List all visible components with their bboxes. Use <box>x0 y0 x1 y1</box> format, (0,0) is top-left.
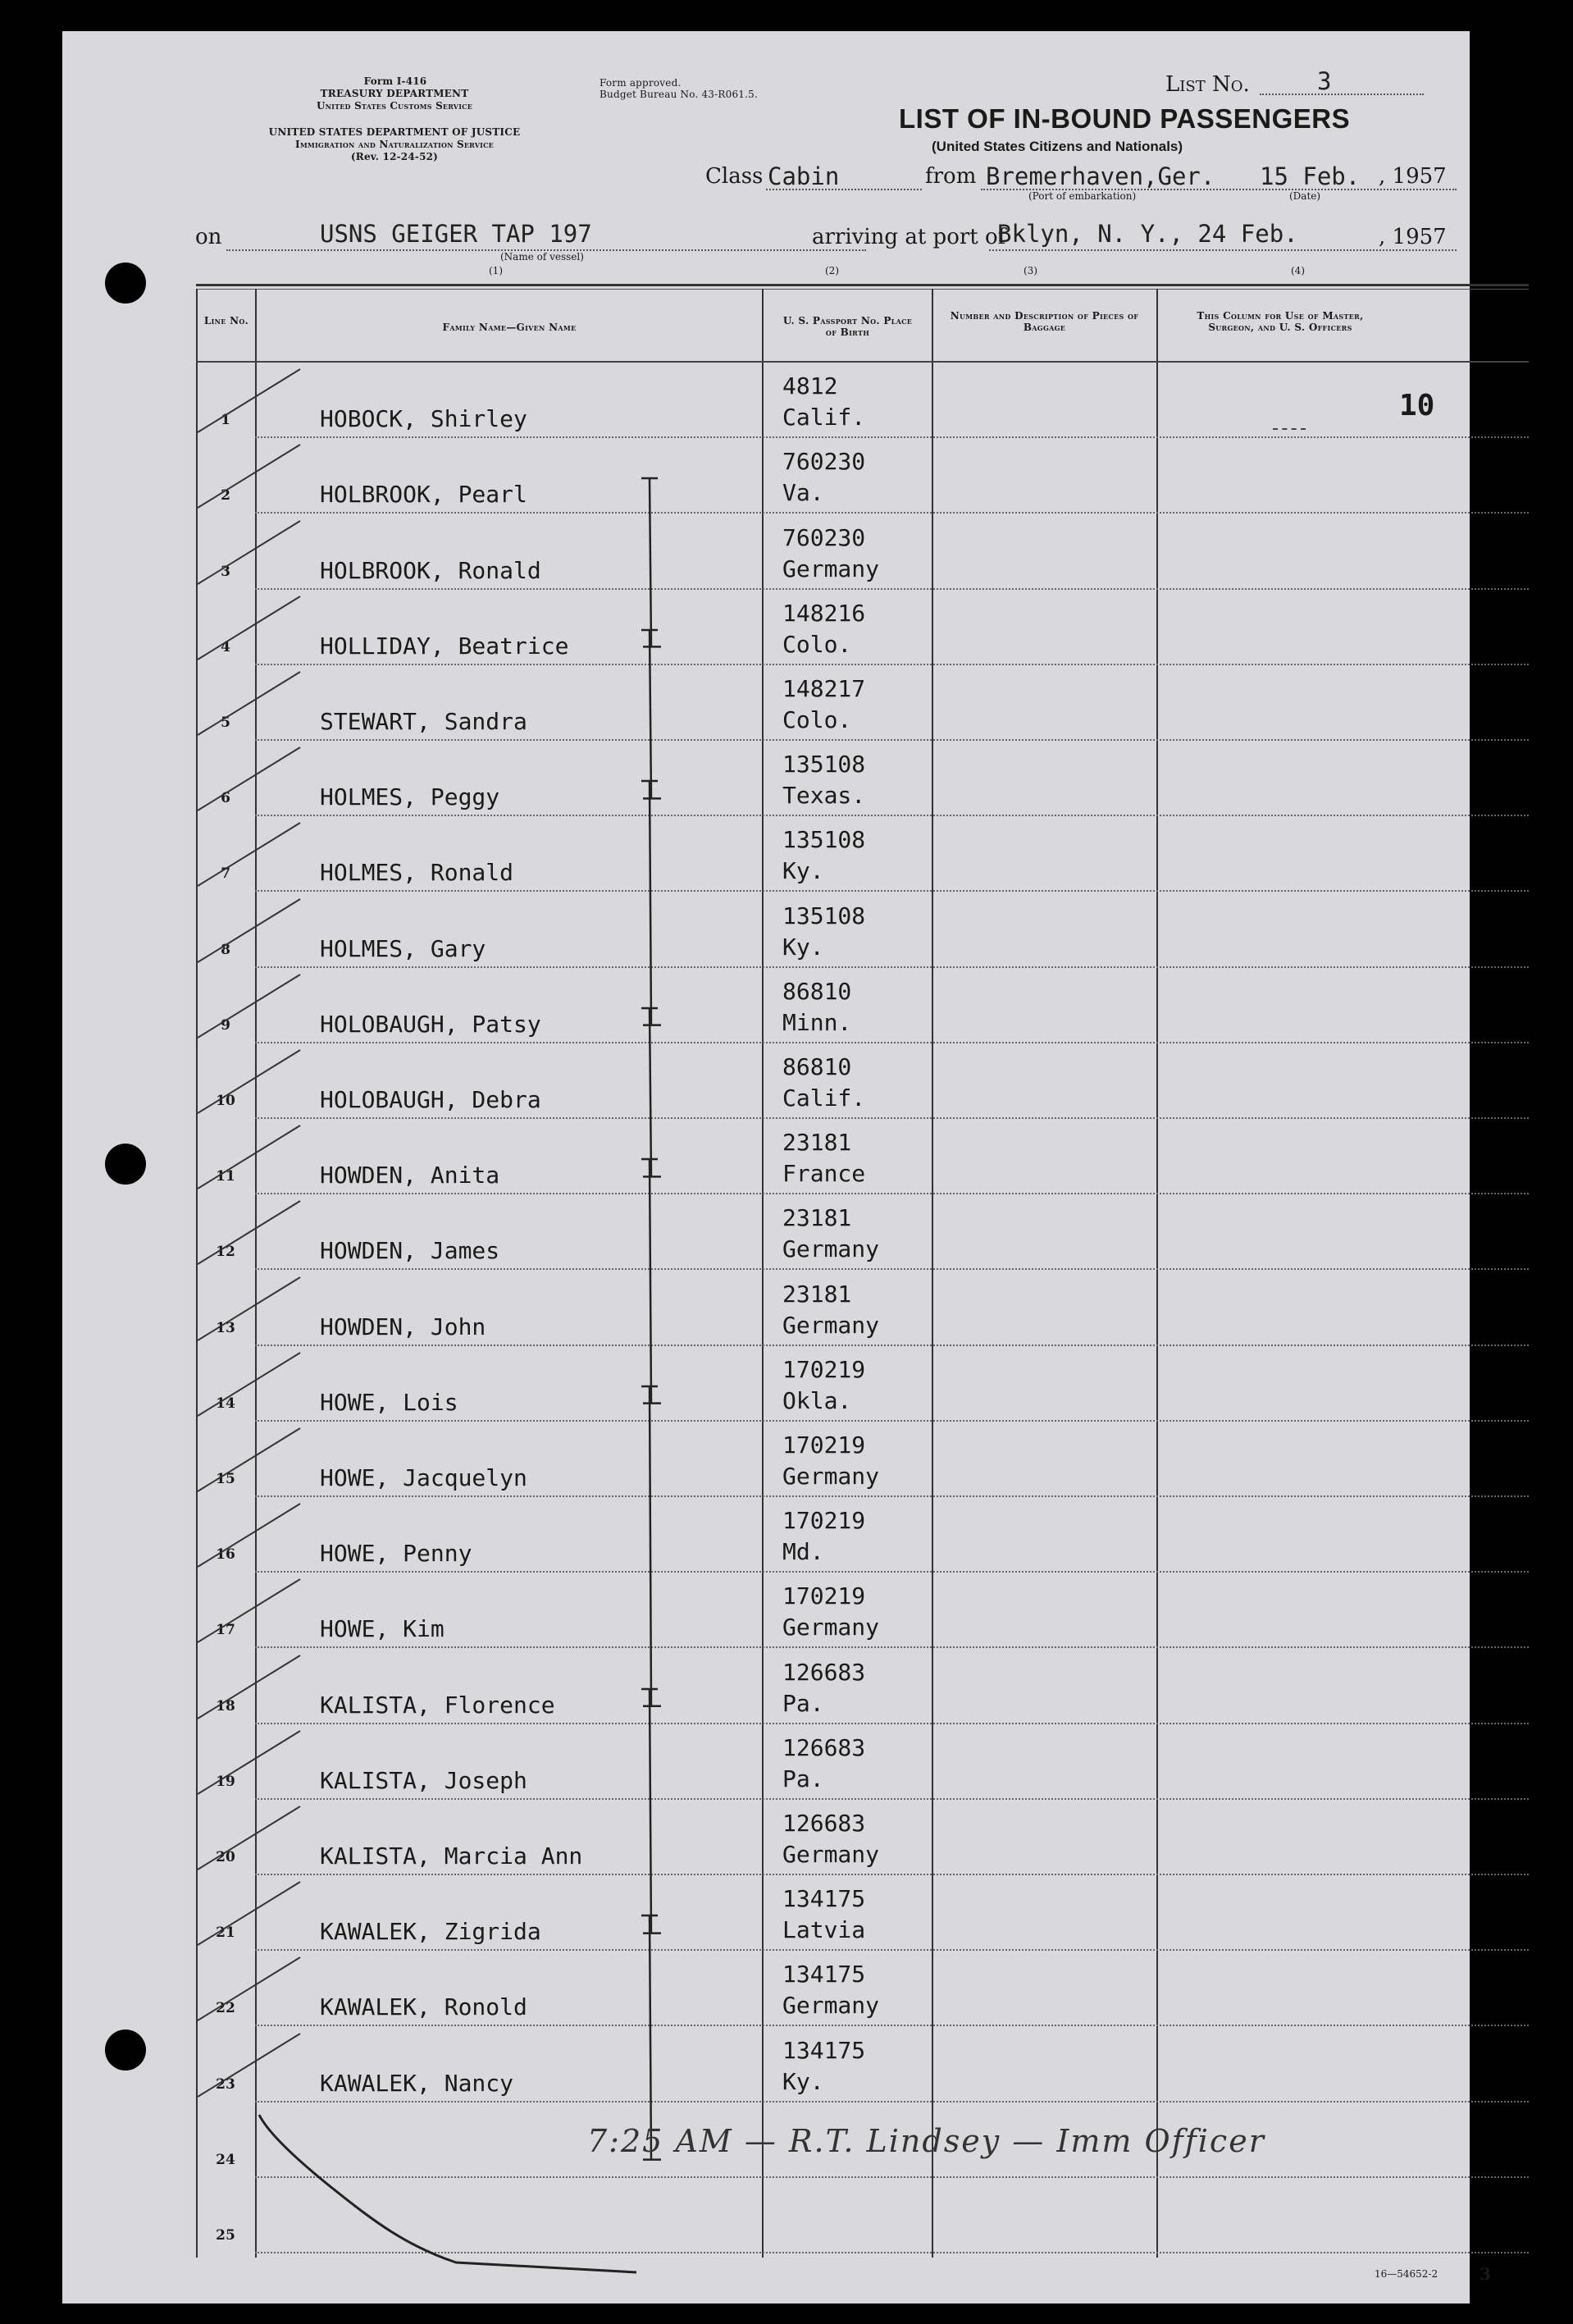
place-of-birth: Latvia <box>782 1916 866 1944</box>
passenger-name: HOLBROOK, Pearl <box>320 481 527 509</box>
line-number: 17 <box>216 1622 235 1639</box>
passport-number: 170219 <box>782 1431 866 1459</box>
col-border-passport <box>932 289 933 2258</box>
check-mark-icon <box>194 363 308 441</box>
vessel-name: USNS GEIGER TAP 197 <box>320 220 592 248</box>
line-number: 19 <box>216 1773 235 1790</box>
place-of-birth: Minn. <box>782 1008 852 1036</box>
list-number-label: List No. <box>1165 72 1250 97</box>
passenger-name: HOWDEN, Anita <box>320 1162 500 1189</box>
place-of-birth: Ky. <box>782 2067 824 2095</box>
form-approved: Form approved. <box>600 77 682 89</box>
form-page <box>62 31 1491 2303</box>
line-number: 25 <box>216 2227 235 2244</box>
table-top-border-2 <box>196 289 1529 290</box>
column-marker-4: (4) <box>1291 265 1305 276</box>
passenger-name: KALISTA, Marcia Ann <box>320 1842 583 1870</box>
row-rule <box>255 1646 1529 1648</box>
passenger-name: HOWE, Lois <box>320 1388 458 1416</box>
check-mark-icon <box>194 1422 308 1500</box>
port-of-embarkation-caption: (Port of embarkation) <box>1028 190 1137 202</box>
line-number: 11 <box>216 1168 235 1185</box>
line-number: 7 <box>221 865 230 883</box>
customs-service: United States Customs Service <box>316 100 473 112</box>
passport-number: 170219 <box>782 1582 866 1610</box>
check-mark-icon <box>194 1043 308 1121</box>
place-of-birth: Germany <box>782 1463 880 1490</box>
passport-number: 170219 <box>782 1507 866 1535</box>
row-rule <box>255 1268 1529 1270</box>
revision-date: (Rev. 12-24-52) <box>350 151 439 162</box>
place-of-birth: Calif. <box>782 1084 866 1112</box>
line-number: 10 <box>216 1093 235 1109</box>
place-of-birth: Ky. <box>782 857 824 885</box>
place-of-birth: Pa. <box>782 1765 824 1792</box>
embarkation-port: Bremerhaven,Ger. <box>986 162 1215 190</box>
line-number: 2 <box>221 487 230 505</box>
passport-number: 148216 <box>782 599 866 627</box>
check-mark-icon <box>194 590 308 668</box>
passport-number: 148217 <box>782 675 866 702</box>
check-mark-icon <box>194 1573 308 1651</box>
handwritten-officer-note: 7:25 AM — R.T. Lindsey — Imm Officer <box>587 2123 1265 2159</box>
header-name: Family Name—Given Name <box>442 322 577 333</box>
place-of-birth: Germany <box>782 555 880 582</box>
place-of-birth: Colo. <box>782 630 852 658</box>
passport-number: 135108 <box>782 826 866 854</box>
row-rule <box>255 436 1529 438</box>
check-mark-icon <box>194 514 308 592</box>
passenger-name: KAWALEK, Ronold <box>320 1993 527 2021</box>
header-line-no: Line No. <box>203 315 249 326</box>
place-of-birth: Calif. <box>782 404 866 431</box>
justice-department: UNITED STATES DEPARTMENT OF JUSTICE <box>268 126 521 138</box>
passport-number: 23181 <box>782 1280 852 1308</box>
row-rule <box>255 739 1529 741</box>
row-rule <box>255 2025 1529 2026</box>
line-number: 5 <box>221 715 230 731</box>
passenger-name: HOLMES, Gary <box>320 934 486 962</box>
row-rule <box>255 1571 1529 1573</box>
line-number: 14 <box>216 1395 235 1412</box>
check-mark-icon <box>194 893 308 970</box>
place-of-birth: Ky. <box>782 933 824 961</box>
vessel-caption: (Name of vessel) <box>500 251 584 263</box>
line-number: 24 <box>216 2151 235 2168</box>
check-mark-icon <box>194 438 308 516</box>
passport-number: 23181 <box>782 1129 852 1157</box>
line-number: 4 <box>221 638 230 655</box>
passport-number: 134175 <box>782 2036 866 2064</box>
check-mark-icon <box>194 1119 308 1197</box>
embarkation-year: , 1957 <box>1379 164 1447 189</box>
check-mark-icon <box>194 1649 308 1727</box>
header-baggage: Number and Description of Pieces of Baggage <box>950 310 1139 333</box>
line-number: 12 <box>216 1244 235 1261</box>
row-rule <box>255 1420 1529 1422</box>
passenger-name: KAWALEK, Zigrida <box>320 1918 541 1946</box>
passenger-name: HOWDEN, James <box>320 1237 500 1265</box>
place-of-birth: Okla. <box>782 1386 852 1414</box>
binder-hole-bottom <box>105 2030 146 2071</box>
on-label: on <box>195 225 222 249</box>
passenger-name: KAWALEK, Nancy <box>320 2069 514 2097</box>
row-rule <box>255 1874 1529 1875</box>
page-mark: 3 <box>1480 2264 1491 2284</box>
column-marker-1: (1) <box>489 265 503 276</box>
place-of-birth: Md. <box>782 1538 824 1566</box>
officer-tally-mark <box>1273 428 1306 430</box>
passenger-name: HOLBROOK, Ronald <box>320 556 541 584</box>
line-number: 22 <box>216 2000 235 2017</box>
line-number: 1 <box>221 412 230 429</box>
officer-count: 10 <box>1399 389 1435 422</box>
family-group-bracket <box>638 1686 671 1942</box>
row-rule <box>255 664 1529 665</box>
passport-number: 86810 <box>782 1053 852 1080</box>
col-border-baggage <box>1156 289 1158 2258</box>
arrival-line <box>989 249 1457 251</box>
passenger-name: KALISTA, Joseph <box>320 1766 527 1794</box>
row-rule <box>255 1345 1529 1346</box>
passenger-name: HOLOBAUGH, Patsy <box>320 1010 541 1038</box>
line-number: 16 <box>216 1546 235 1564</box>
row-rule <box>255 966 1529 968</box>
list-number: 3 <box>1317 67 1332 95</box>
passport-number: 760230 <box>782 523 866 551</box>
check-mark-icon <box>194 1800 308 1878</box>
check-mark-icon <box>194 1497 308 1575</box>
check-mark-icon <box>194 816 308 894</box>
line-number: 21 <box>216 1924 235 1942</box>
family-group-bracket <box>638 778 671 1034</box>
passenger-name: HOLMES, Ronald <box>320 859 514 887</box>
passenger-name: HOLMES, Peggy <box>320 783 500 811</box>
class-value: Cabin <box>768 162 840 190</box>
row-rule <box>255 815 1529 816</box>
passenger-name: HOBOCK, Shirley <box>320 405 527 433</box>
check-mark-icon <box>194 665 308 743</box>
line-number: 13 <box>216 1319 235 1336</box>
document-title: LIST OF IN-BOUND PASSENGERS <box>899 103 1351 134</box>
row-rule <box>255 890 1529 892</box>
place-of-birth: France <box>782 1160 866 1188</box>
column-marker-2: (2) <box>825 265 839 276</box>
check-mark-icon <box>194 1346 308 1424</box>
place-of-birth: Germany <box>782 1235 880 1263</box>
check-mark-icon <box>194 968 308 1046</box>
form-number: Form I-416 <box>363 75 427 87</box>
arrival-year: , 1957 <box>1379 225 1447 249</box>
column-marker-3: (3) <box>1024 265 1037 276</box>
passport-number: 86810 <box>782 977 852 1005</box>
passport-number: 4812 <box>782 372 838 400</box>
line-number: 23 <box>216 2075 235 2093</box>
passenger-name: KALISTA, Florence <box>320 1691 555 1719</box>
place-of-birth: Germany <box>782 1992 880 2020</box>
check-mark-icon <box>194 741 308 819</box>
passport-number: 760230 <box>782 448 866 476</box>
header-row-bottom <box>196 361 1529 363</box>
cancel-stroke <box>194 2082 653 2279</box>
row-rule <box>255 588 1529 590</box>
line-number: 3 <box>221 563 230 580</box>
col-border-name <box>762 289 764 2258</box>
passport-number: 135108 <box>782 902 866 929</box>
row-rule <box>255 1117 1529 1119</box>
line-number: 20 <box>216 1849 235 1865</box>
check-mark-icon <box>194 1271 308 1349</box>
passenger-name: HOWE, Kim <box>320 1615 445 1643</box>
header-officers: This Column for Use of Master, Surgeon, and U. S. Officers <box>1197 310 1364 333</box>
passenger-name: HOWDEN, John <box>320 1313 486 1340</box>
line-number: 8 <box>221 941 230 958</box>
check-mark-icon <box>194 1875 308 1953</box>
passport-number: 134175 <box>782 1885 866 1913</box>
table-top-border <box>196 284 1529 286</box>
passport-number: 126683 <box>782 1810 866 1837</box>
document-subtitle: (United States Citizens and Nationals) <box>932 139 1183 154</box>
from-label: from <box>925 164 977 189</box>
passport-number: 126683 <box>782 1733 866 1761</box>
binder-hole-top <box>105 263 146 304</box>
passenger-name: STEWART, Sandra <box>320 708 527 735</box>
place-of-birth: Texas. <box>782 782 866 810</box>
row-rule <box>255 1495 1529 1497</box>
row-rule <box>255 1798 1529 1800</box>
check-mark-icon <box>194 1951 308 2029</box>
binder-hole-middle <box>105 1144 146 1185</box>
arriving-label: arriving at port of <box>812 225 1006 249</box>
passenger-name: HOLOBAUGH, Debra <box>320 1086 541 1113</box>
passport-number: 23181 <box>782 1204 852 1232</box>
check-mark-icon <box>194 1724 308 1802</box>
class-label: Class <box>705 164 764 189</box>
line-number: 6 <box>221 790 230 807</box>
place-of-birth: Germany <box>782 1311 880 1339</box>
family-group-bracket <box>638 1383 671 1714</box>
line-number: 9 <box>221 1016 230 1034</box>
place-of-birth: Colo. <box>782 706 852 733</box>
embarkation-date: 15 Feb. <box>1260 162 1361 190</box>
line-number: 18 <box>216 1697 235 1714</box>
passenger-name: HOWE, Jacquelyn <box>320 1464 527 1491</box>
arrival-port: Bklyn, N. Y., 24 Feb. <box>997 220 1298 248</box>
check-mark-icon <box>194 1194 308 1272</box>
row-rule <box>255 512 1529 514</box>
row-rule <box>255 1723 1529 1724</box>
date-caption: (Date) <box>1289 190 1321 202</box>
list-number-line <box>1260 94 1424 95</box>
ins-service: Immigration and Naturalization Service <box>295 139 494 150</box>
row-rule <box>255 1042 1529 1043</box>
passport-number: 170219 <box>782 1355 866 1383</box>
place-of-birth: Germany <box>782 1614 880 1641</box>
row-rule <box>255 1949 1529 1951</box>
family-group-bracket <box>638 1156 671 1412</box>
footer-code: 16—54652-2 <box>1375 2268 1438 2280</box>
place-of-birth: Germany <box>782 1841 880 1868</box>
passport-number: 134175 <box>782 1961 866 1988</box>
row-rule <box>255 1193 1529 1194</box>
header-passport: U. S. Passport No. Place of Birth <box>782 315 913 338</box>
passport-number: 126683 <box>782 1658 866 1686</box>
place-of-birth: Va. <box>782 479 824 507</box>
treasury-department: TREASURY DEPARTMENT <box>320 88 469 99</box>
line-number: 15 <box>216 1471 235 1487</box>
passenger-name: HOWE, Penny <box>320 1540 472 1568</box>
passport-number: 135108 <box>782 751 866 778</box>
budget-bureau: Budget Bureau No. 43-R061.5. <box>600 89 759 100</box>
place-of-birth: Pa. <box>782 1689 824 1717</box>
passenger-name: HOLLIDAY, Beatrice <box>320 632 569 660</box>
